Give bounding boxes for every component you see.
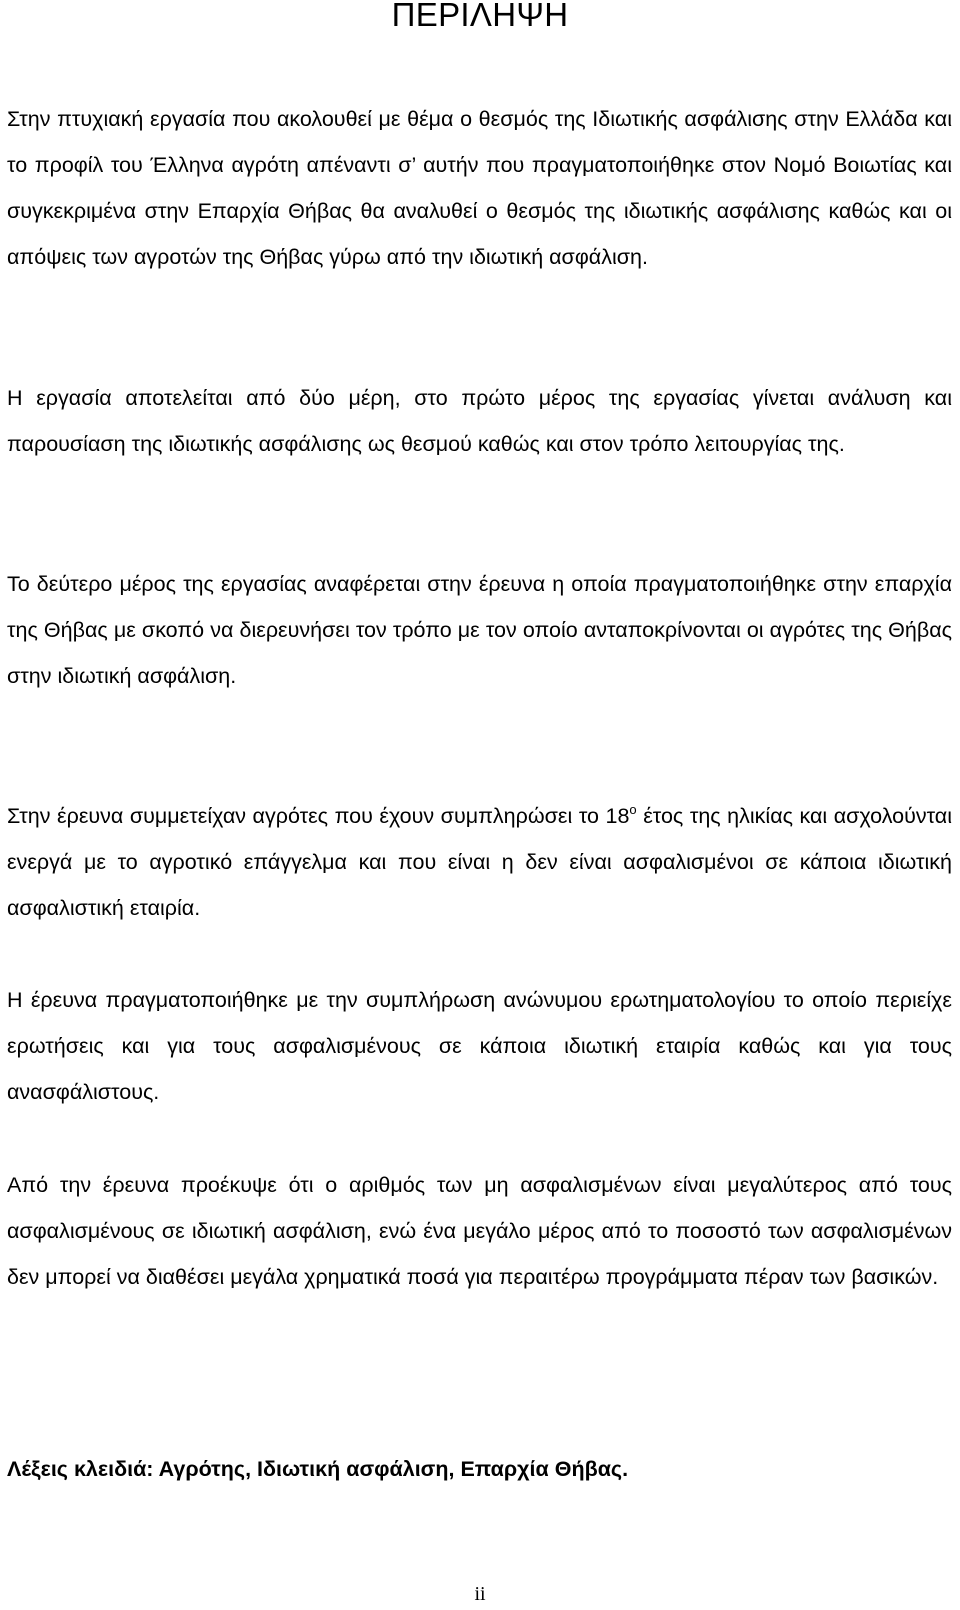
abstract-paragraph-2: Η εργασία αποτελείται από δύο μέρη, στο πρώτο μέρος της εργασίας γίνεται ανάλυση και παρουσίαση της ιδιωτικής ασφάλισης ως θεσμού καθώς και στον τρόπο λειτουργίας της. [7,386,952,456]
abstract-paragraph-4 [7,793,952,931]
abstract-paragraph-6: Από την έρευνα προέκυψε ότι ο αριθμός των μη ασφαλισμένων είναι μεγαλύτερος από τους ασφαλισμένους σε ιδιωτική ασφάλιση, ενώ ένα μεγάλο μέρος από το ποσοστό των ασφαλισμένων δεν μπορεί να διαθέσει μεγάλα χρηματικά ποσά για περαιτέρω προγράμματα πέραν των βασικών. [7,1173,952,1289]
ordinal-superscript: ο [629,802,637,817]
page-number: ii [474,1583,486,1605]
abstract-paragraph-5: Η έρευνα πραγματοποιήθηκε με την συμπλήρωση ανώνυμου ερωτηματολογίου το οποίο περιείχε ερωτήσεις και για τους ασφαλισμένους σε κάποια ιδιωτική εταιρία καθώς και για τους ανασφάλιστους. [7,988,952,1104]
page-title: ΠΕΡΙΛΗΨΗ [391,0,569,33]
keywords-line: Λέξεις κλειδιά: Αγρότης, Ιδιωτική ασφάλιση, Επαρχία Θήβας. [7,1457,629,1481]
abstract-paragraph-3: Το δεύτερο μέρος της εργασίας αναφέρεται στην έρευνα η οποία πραγματοποιήθηκε στην επαρχία της Θήβας με σκοπό να διερευνήσει τον τρόπο με τον οποίο ανταποκρίνονται οι αγρότες της Θήβας στην ιδιωτική ασφάλιση. [7,572,952,688]
paragraph-4-text-after: έτος της ηλικίας και ασχολούνται ενεργά με το αγροτικό επάγγελμα και που είναι η δεν είναι ασφαλισμένοι σε κάποια ιδιωτική ασφαλιστική εταιρία. [7,804,952,920]
paragraph-4-text-before: Στην έρευνα συμμετείχαν αγρότες που έχουν συμπληρώσει το 18 [7,804,630,828]
abstract-paragraph-1: Στην πτυχιακή εργασία που ακολουθεί με θέμα ο θεσμός της Ιδιωτικής ασφάλισης στην Ελλάδα και το προφίλ του Έλληνα αγρότη απέναντι σ’ αυτήν που πραγματοποιήθηκε στον Νομό Βοιωτίας και συγκεκριμένα στην Επαρχία Θήβας θα αναλυθεί ο θεσμός της ιδιωτικής ασφάλισης καθώς και οι απόψεις των αγροτών της Θήβας γύρω από την ιδιωτική ασφάλιση. [7,107,952,269]
